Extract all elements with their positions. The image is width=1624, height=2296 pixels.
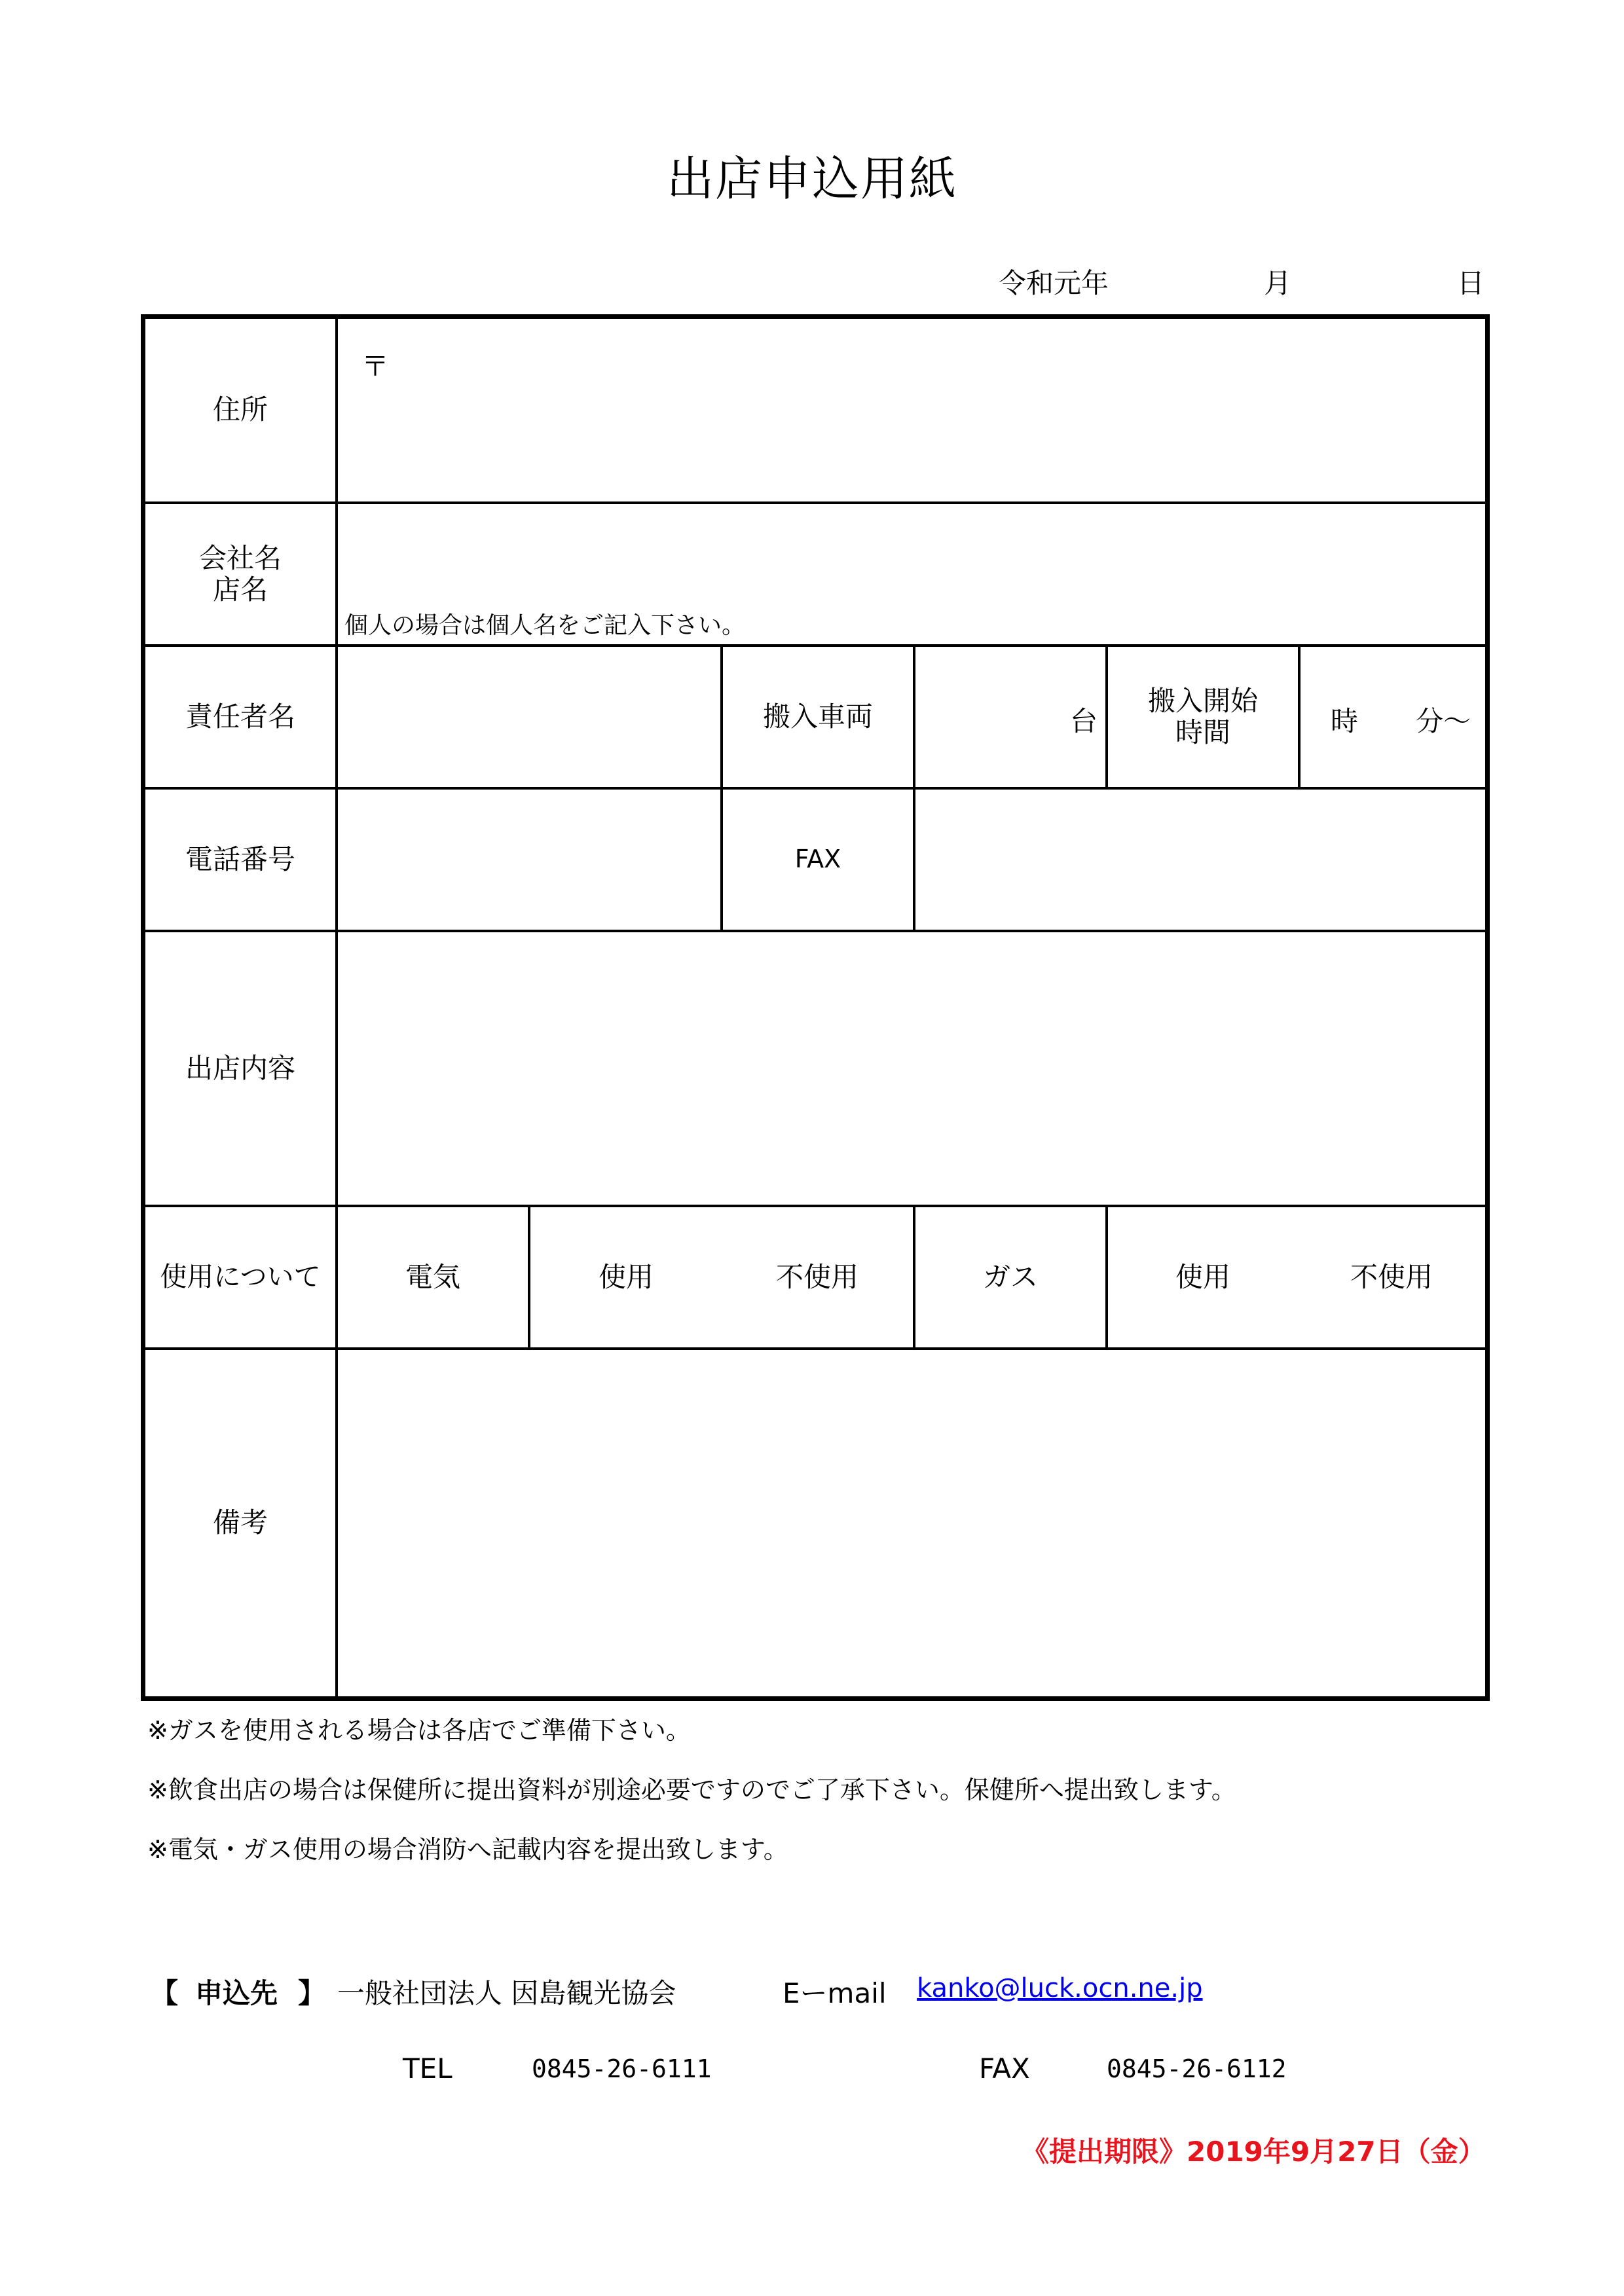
gas-label: ガス	[982, 1260, 1038, 1293]
note-fire: ※電気・ガス使用の場合消防へ記載内容を提出致します。	[147, 1835, 788, 1864]
content-label: 出店内容	[185, 1051, 295, 1084]
electric-label: 電気	[405, 1260, 460, 1293]
phone-input[interactable]	[338, 790, 720, 930]
application-form-table	[141, 314, 1490, 1701]
note-food: ※飲食出店の場合は保健所に提出資料が別途必要ですのでご了承下さい。保健所へ提出致します。	[147, 1776, 1236, 1804]
phone-label: 電話番号	[185, 843, 295, 875]
date-era-year: 令和元年	[999, 267, 1109, 299]
start-time-label	[1108, 647, 1298, 787]
fax-footer-label: FAX	[979, 2052, 1030, 2085]
contact-bracket-open: 【	[151, 1977, 179, 2009]
minute-unit: 分〜	[1416, 705, 1471, 737]
company-label-line2: 店名	[212, 574, 268, 606]
electric-not-use-option[interactable]: 不使用	[775, 1260, 858, 1293]
vehicle-unit: 台	[1070, 705, 1098, 737]
contact-bracket-close: 】	[298, 1977, 326, 2009]
email-label: Eーmail	[783, 1977, 887, 2009]
email-link[interactable]: kanko@luck.ocn.ne.jp	[917, 1973, 1203, 2003]
address-input-area[interactable]	[338, 319, 1485, 501]
hour-unit: 時	[1331, 705, 1359, 737]
postal-mark: 〒	[361, 350, 390, 382]
deadline: 《提出期限》2019年9月27日（金）	[1022, 2136, 1486, 2168]
manager-input[interactable]	[338, 647, 720, 787]
usage-label: 使用について	[160, 1261, 321, 1293]
date-day: 日	[1457, 267, 1485, 299]
note-gas: ※ガスを使用される場合は各店でご準備下さい。	[147, 1716, 691, 1745]
content-input-area[interactable]	[338, 932, 1485, 1205]
tel-label: TEL	[403, 2052, 452, 2085]
vehicle-label: 搬入車両	[762, 700, 873, 733]
gas-use-option[interactable]: 使用	[1175, 1260, 1230, 1293]
contact-organization: 一般社団法人 因島観光協会	[337, 1977, 676, 2009]
tel-number: 0845-26-6111	[532, 2054, 712, 2083]
fax-number: 0845-26-6112	[1107, 2054, 1287, 2083]
remarks-label: 備考	[212, 1506, 268, 1539]
manager-label: 責任者名	[185, 700, 295, 733]
remarks-input-area[interactable]	[338, 1350, 1485, 1696]
fax-input[interactable]	[915, 790, 1485, 930]
company-hint: 個人の場合は個人名をご記入下さい。	[344, 612, 746, 639]
contact-heading: 申込先	[195, 1977, 278, 2009]
fax-label: FAX	[794, 845, 841, 874]
address-label: 住所	[212, 393, 268, 426]
page-title: 出店申込用紙	[666, 151, 957, 206]
company-label	[145, 504, 335, 644]
gas-not-use-option[interactable]: 不使用	[1350, 1260, 1433, 1293]
date-month: 月	[1264, 267, 1292, 299]
start-time-label-line1: 搬入開始	[1147, 684, 1258, 717]
company-label-line1: 会社名	[198, 541, 282, 574]
start-time-label-line2: 時間	[1175, 716, 1230, 748]
electric-use-option[interactable]: 使用	[598, 1260, 654, 1293]
